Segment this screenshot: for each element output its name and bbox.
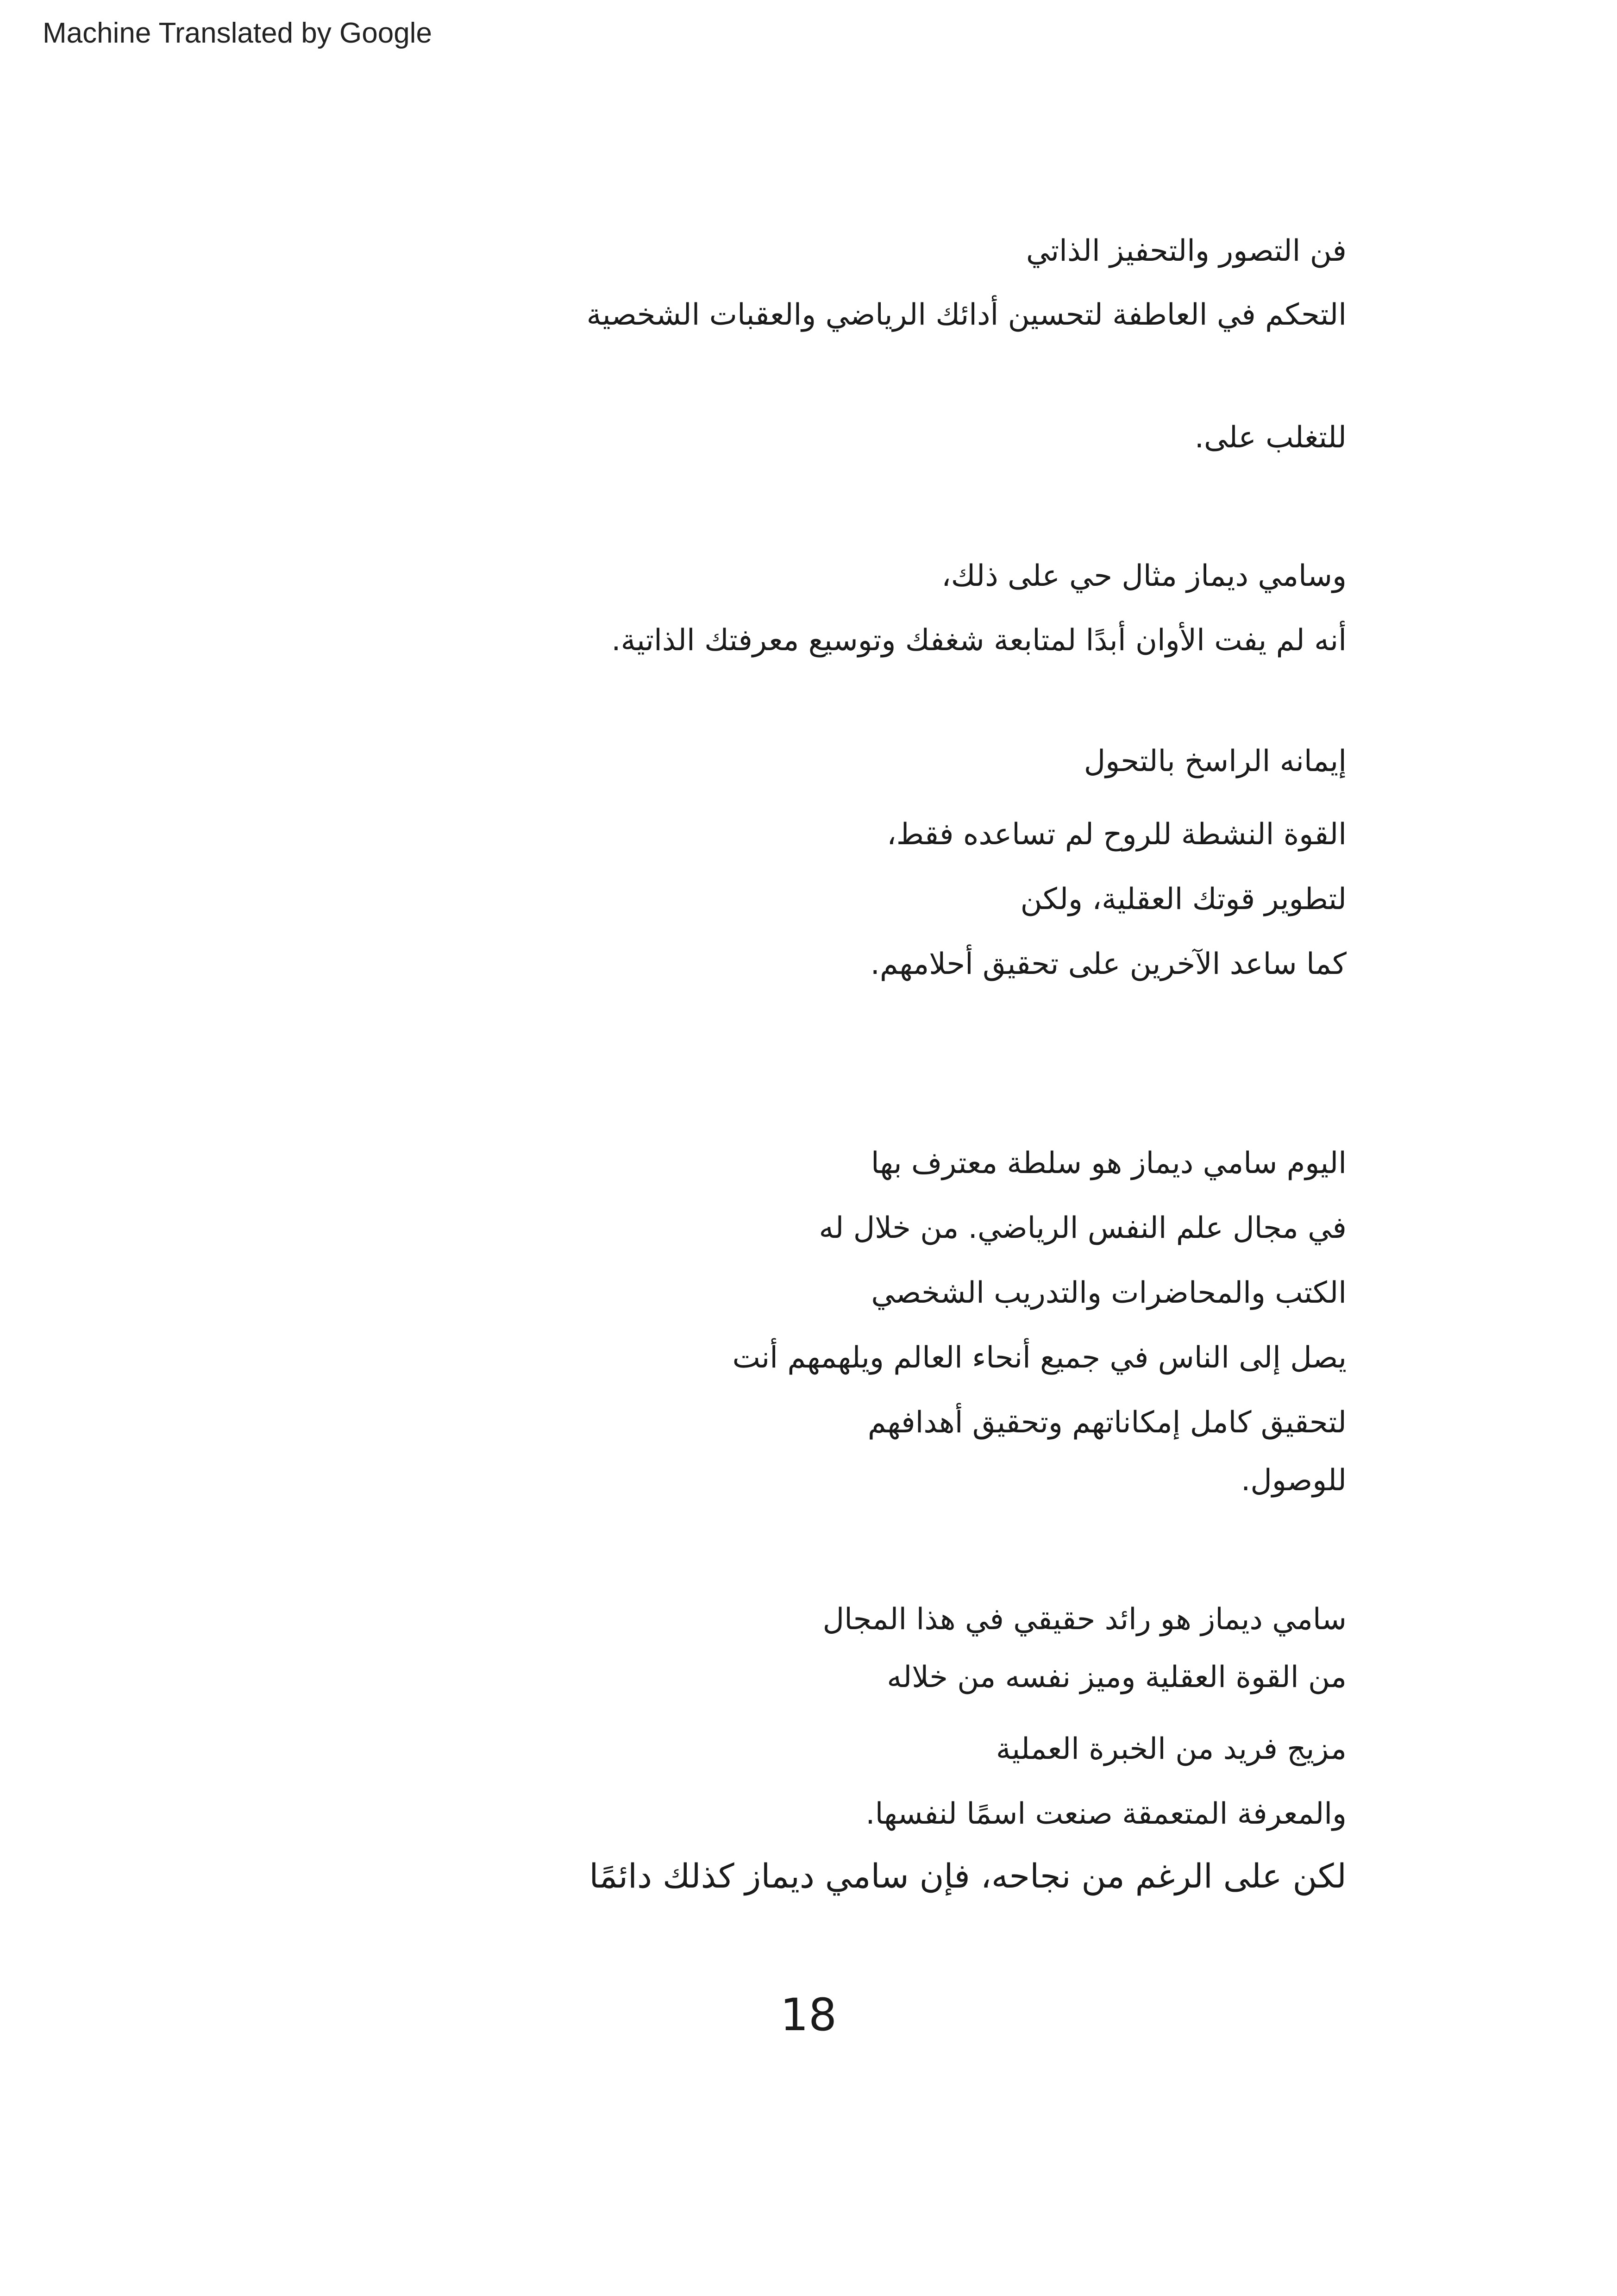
text-line-3: للتغلب على. [1194, 420, 1347, 455]
text-line-15: للوصول. [1241, 1463, 1347, 1498]
text-line-1: فن التصور والتحفيز الذاتي [1026, 234, 1347, 268]
text-line-8: لتطوير قوتك العقلية، ولكن [1020, 882, 1347, 916]
text-line-2: التحكم في العاطفة لتحسين أدائك الرياضي والعقبات الشخصية [586, 298, 1347, 332]
page-number: 18 [780, 1989, 837, 2041]
text-line-18: مزيج فريد من الخبرة العملية [996, 1732, 1347, 1766]
text-line-4: وسامي ديماز مثال حي على ذلك، [941, 559, 1347, 593]
text-line-13: يصل إلى الناس في جميع أنحاء العالم ويلهمهم أنت [732, 1341, 1347, 1375]
text-line-11: في مجال علم النفس الرياضي. من خلال له [819, 1211, 1347, 1245]
machine-translation-watermark: Machine Translated by Google [43, 17, 432, 49]
text-line-16: سامي ديماز هو رائد حقيقي في هذا المجال [822, 1602, 1347, 1637]
text-line-5: أنه لم يفت الأوان أبدًا لمتابعة شغفك وتوسيع معرفتك الذاتية. [611, 623, 1347, 658]
text-line-14: لتحقيق كامل إمكاناتهم وتحقيق أهدافهم [867, 1405, 1347, 1440]
text-line-12: الكتب والمحاضرات والتدريب الشخصي [871, 1276, 1347, 1310]
text-line-9: كما ساعد الآخرين على تحقيق أحلامهم. [870, 947, 1347, 981]
text-line-17: من القوة العقلية وميز نفسه من خلاله [887, 1660, 1347, 1694]
text-line-6: إيمانه الراسخ بالتحول [1084, 744, 1347, 778]
text-line-19: والمعرفة المتعمقة صنعت اسمًا لنفسها. [865, 1797, 1347, 1831]
text-line-10: اليوم سامي ديماز هو سلطة معترف بها [871, 1146, 1347, 1180]
text-line-7: القوة النشطة للروح لم تساعده فقط، [887, 817, 1347, 852]
text-line-20: لكن على الرغم من نجاحه، فإن سامي ديماز كذلك دائمًا [589, 1857, 1347, 1895]
